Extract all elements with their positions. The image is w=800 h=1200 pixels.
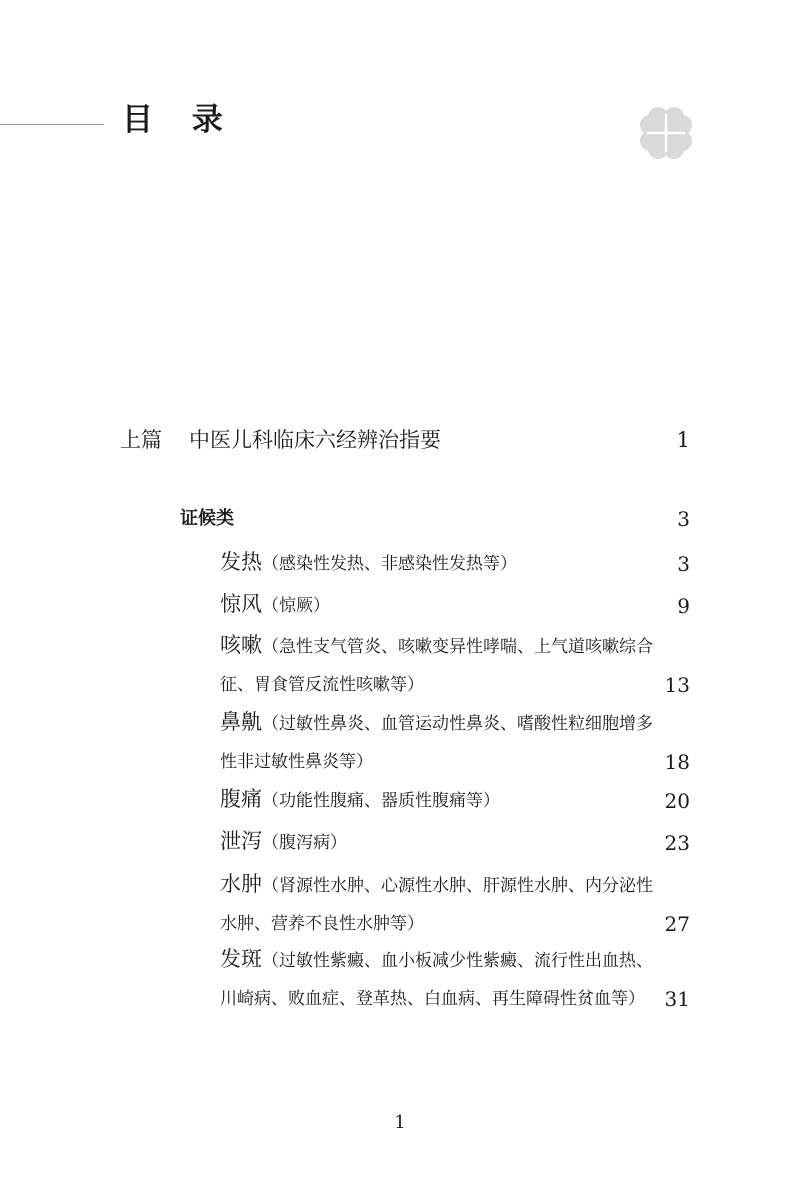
toc-part-line[interactable] bbox=[120, 425, 692, 455]
toc-entry[interactable] bbox=[220, 626, 692, 704]
entry-page-number: 18 bbox=[664, 750, 690, 774]
entry-text bbox=[220, 703, 656, 781]
toc-entry[interactable] bbox=[220, 822, 692, 862]
part-label: 上篇 bbox=[120, 428, 162, 452]
page-number: 1 bbox=[394, 1112, 406, 1133]
entry-detail: （肾源性水肿、心源性水肿、肝源性水肿、内分泌性水肿、营养不良性水肿等） bbox=[220, 876, 653, 934]
entry-page-number: 27 bbox=[664, 912, 690, 936]
entry-name: 咳嗽 bbox=[220, 633, 262, 657]
entry-text bbox=[220, 940, 656, 1018]
entry-page-number: 9 bbox=[677, 594, 690, 618]
entry-page-number: 23 bbox=[664, 831, 690, 855]
entry-page-number: 20 bbox=[664, 789, 690, 813]
toc-entry[interactable] bbox=[220, 703, 692, 781]
entry-page-number: 3 bbox=[677, 552, 690, 576]
entry-detail: （惊厥） bbox=[262, 596, 330, 616]
toc-entry[interactable] bbox=[220, 585, 692, 625]
entry-text bbox=[220, 585, 656, 625]
entry-detail: （功能性腹痛、器质性腹痛等） bbox=[262, 791, 500, 811]
part-title: 中医儿科临床六经辨治指要 bbox=[189, 428, 441, 452]
entry-detail: （感染性发热、非感染性发热等） bbox=[262, 554, 517, 574]
entry-text bbox=[220, 865, 656, 943]
entry-detail: （腹泻病） bbox=[262, 833, 347, 853]
entry-name: 发斑 bbox=[220, 947, 262, 971]
toc-entry[interactable] bbox=[220, 543, 692, 583]
entry-page-number: 13 bbox=[664, 673, 690, 697]
entry-name: 鼻鼽 bbox=[220, 710, 262, 734]
entry-text bbox=[220, 626, 656, 704]
section-page-number: 3 bbox=[677, 507, 690, 531]
page-title: 目 录 bbox=[122, 102, 237, 138]
header-rule bbox=[0, 124, 104, 125]
entry-page-number: 31 bbox=[664, 987, 690, 1011]
entry-text bbox=[220, 780, 656, 820]
entry-name: 腹痛 bbox=[220, 787, 262, 811]
toc-entry[interactable] bbox=[220, 865, 692, 943]
entry-name: 惊风 bbox=[220, 592, 262, 616]
toc-section-line[interactable] bbox=[180, 505, 692, 533]
entry-name: 发热 bbox=[220, 550, 262, 574]
entry-detail: （急性支气管炎、咳嗽变异性哮喘、上气道咳嗽综合征、胃食管反流性咳嗽等） bbox=[220, 637, 653, 695]
clover-icon bbox=[636, 103, 696, 163]
section-title: 证候类 bbox=[180, 508, 234, 529]
toc-entry[interactable] bbox=[220, 780, 692, 820]
part-page-number: 1 bbox=[676, 428, 690, 452]
toc-entry[interactable] bbox=[220, 940, 692, 1018]
entry-detail: （过敏性紫癜、血小板减少性紫癜、流行性出血热、川崎病、败血症、登革热、白血病、再生障碍性贫血等） bbox=[220, 951, 653, 1009]
entry-text bbox=[220, 822, 656, 862]
entry-text bbox=[220, 543, 656, 583]
entry-detail: （过敏性鼻炎、血管运动性鼻炎、嗜酸性粒细胞增多性非过敏性鼻炎等） bbox=[220, 714, 653, 772]
entry-name: 泄泻 bbox=[220, 829, 262, 853]
entry-name: 水肿 bbox=[220, 872, 262, 896]
